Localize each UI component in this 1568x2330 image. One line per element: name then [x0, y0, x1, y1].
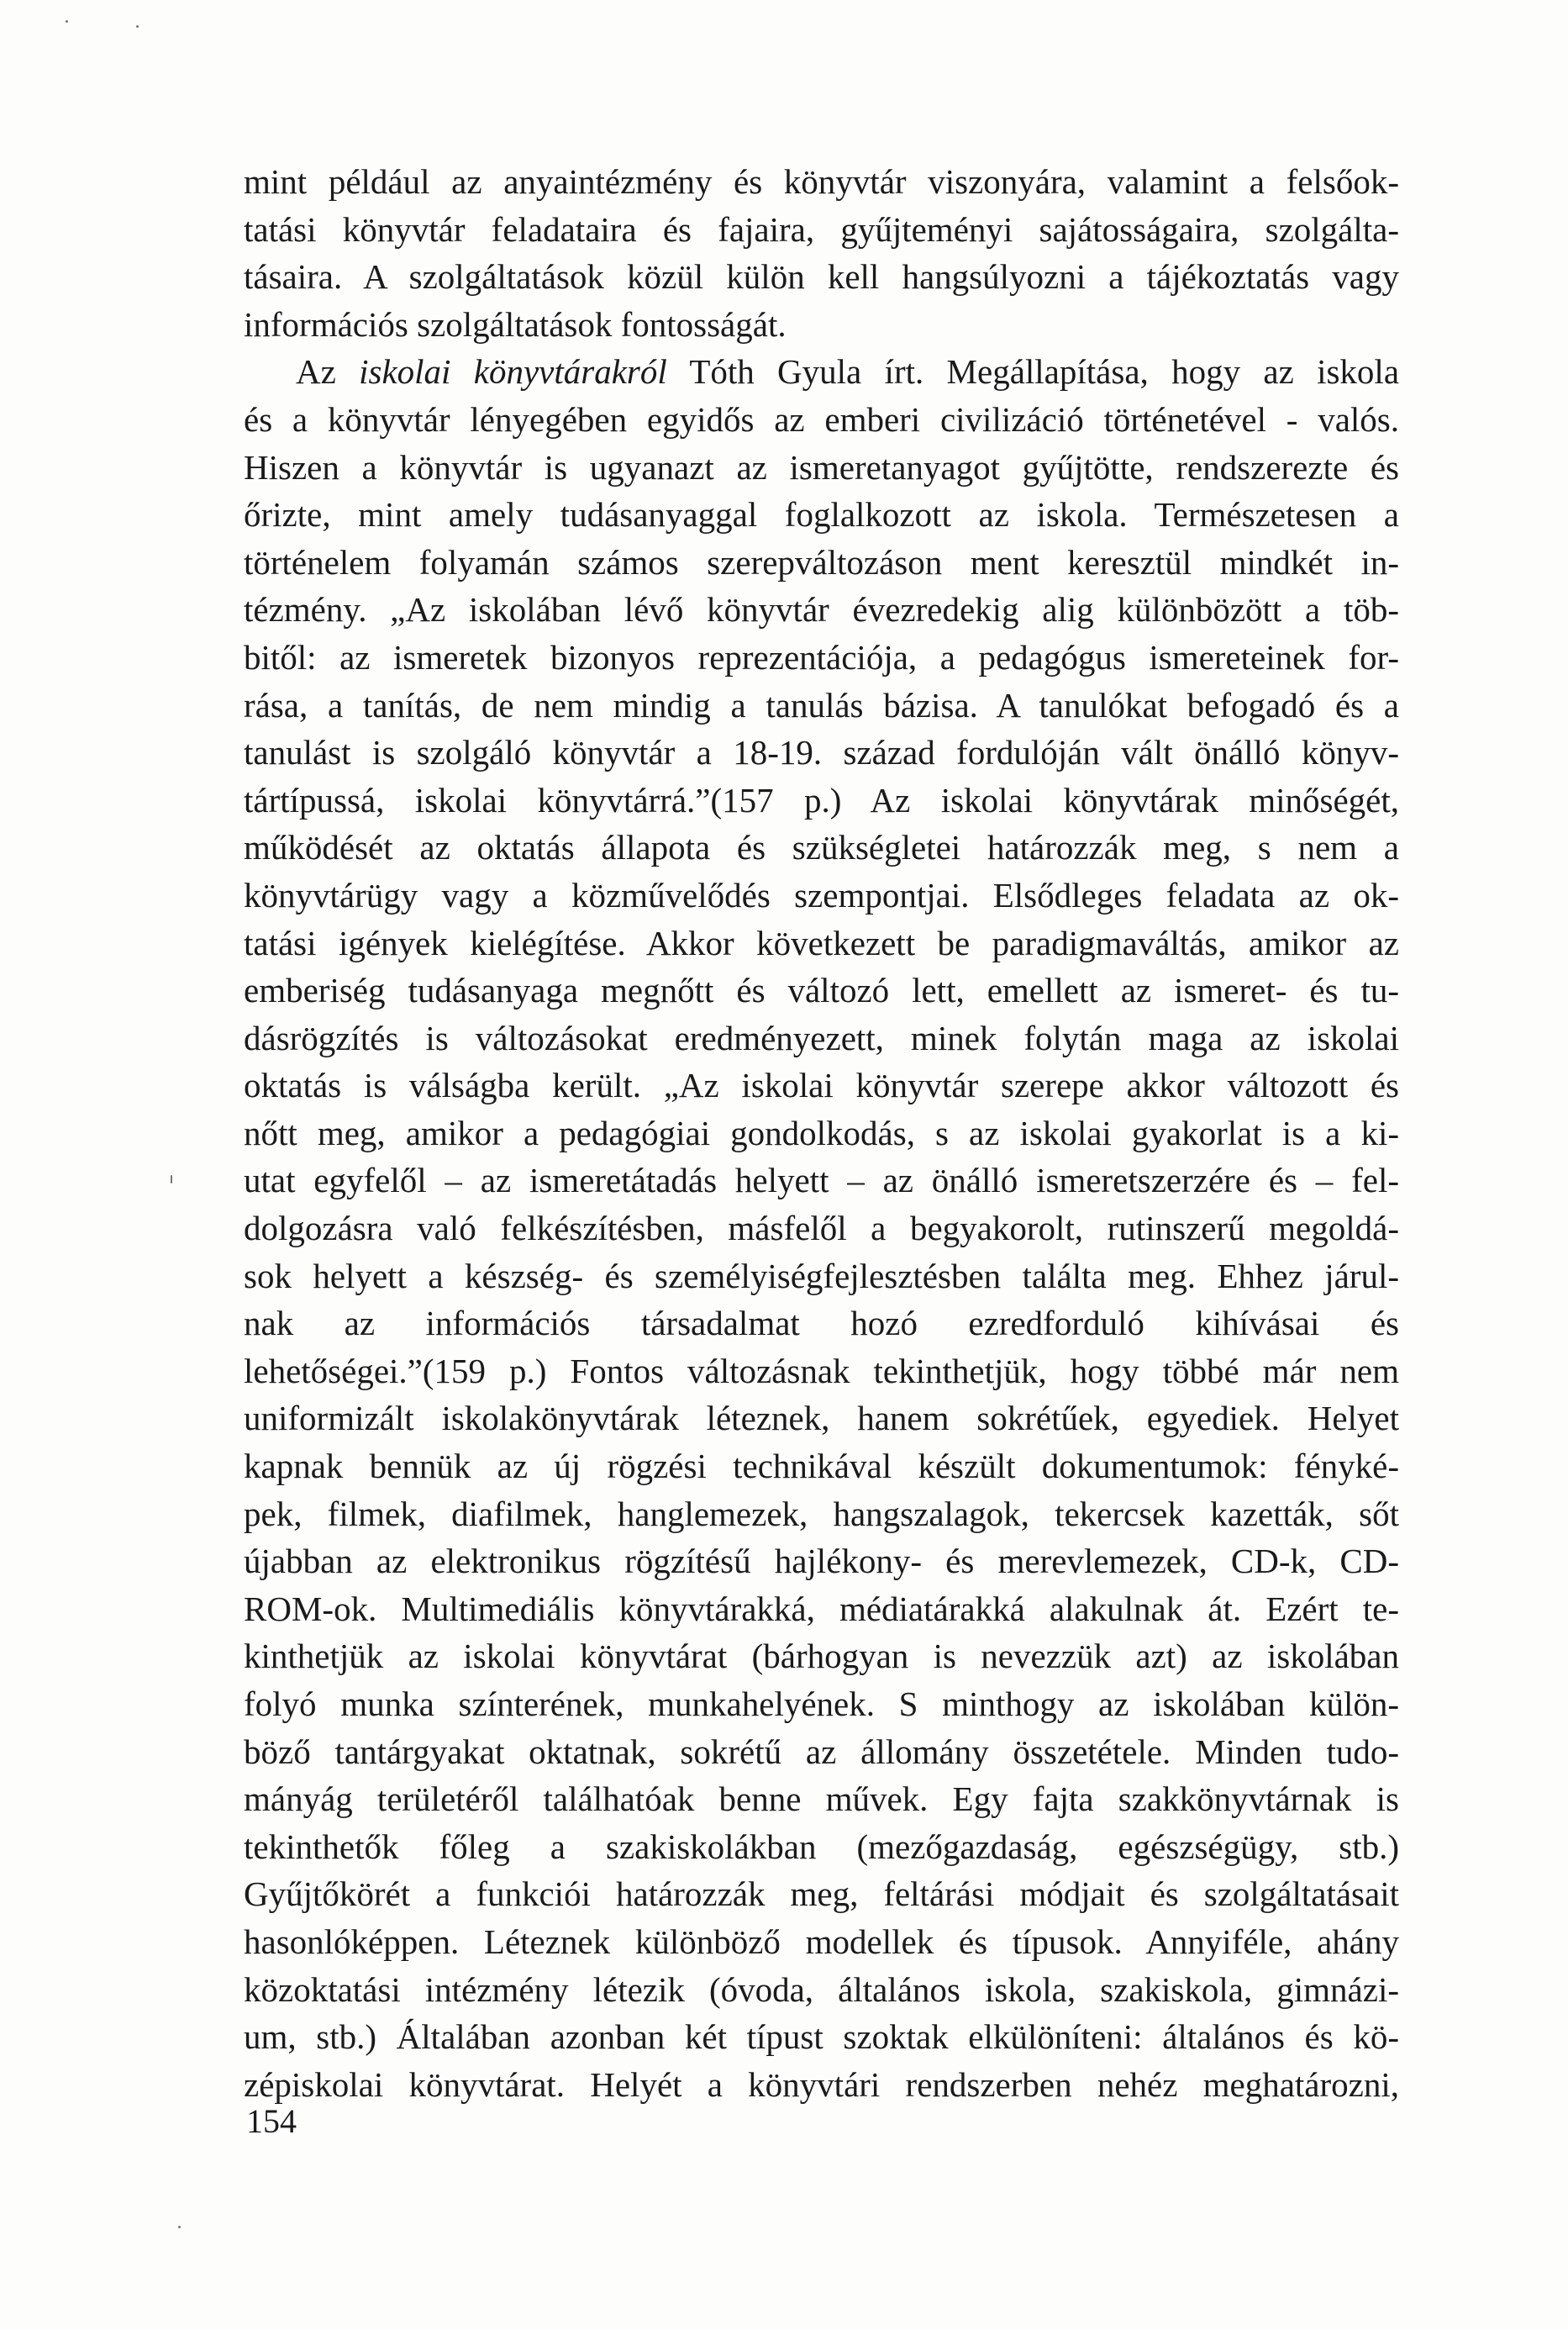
paragraph-lead: Az [296, 352, 360, 392]
text-line: kapnak bennük az új rögzési technikával készült dokumentumok: fényké- [244, 1447, 1399, 1486]
text-line: nak az információs társadalmat hozó ezredforduló kihívásai és [244, 1304, 1399, 1343]
text-line: Hiszen a könyvtár is ugyanazt az ismeretanyagot gyűjtötte, rendszerezte és [244, 447, 1399, 487]
text-line: oktatás is válságba került. „Az iskolai könyvtár szerepe akkor változott és [244, 1066, 1399, 1105]
text-line: lehetőségei.”(159 p.) Fontos változásnak tekinthetjük, hogy többé már nem [244, 1351, 1399, 1390]
text-line: mint például az anyaintézmény és könyvtár viszonyára, valamint a felsőok- [244, 162, 1399, 201]
text-line: működését az oktatás állapota és szükségletei határozzák meg, s nem a [244, 828, 1399, 867]
text-line: tatási igények kielégítése. Akkor következett be paradigmaváltás, amikor az [244, 923, 1399, 962]
paragraph-start-line [244, 348, 1399, 396]
text-line: uniformizált iskolakönyvtárak léteznek, hanem sokrétűek, egyediek. Helyet [244, 1399, 1399, 1438]
text-line: böző tantárgyakat oktatnak, sokrétű az állomány összetétele. Minden tudo- [244, 1732, 1399, 1771]
text-line: tekinthetők főleg a szakiskolákban (mezőgazdaság, egészségügy, stb.) [244, 1827, 1399, 1866]
text-line: tásaira. A szolgáltatások közül külön kell hangsúlyozni a tájékoztatás vagy [244, 257, 1399, 297]
text-line: tártípussá, iskolai könyvtárrá.”(157 p.) Az iskolai könyvtárak minőségét, [244, 780, 1399, 820]
text-line: információs szolgáltatások fontosságát. [244, 304, 787, 344]
scan-speck [136, 25, 139, 28]
text-line: hasonlóképpen. Léteznek különböző modellek és típusok. Annyiféle, ahány [244, 1921, 1399, 1961]
text-line: dásrögzítés is változásokat eredményezett, minek folytán maga az iskolai [244, 1018, 1399, 1057]
text-line: sok helyett a készség- és személyiségfejlesztésben találta meg. Ehhez járul- [244, 1256, 1399, 1295]
paragraph-rest: Tóth Gyula írt. Megállapítása, hogy az iskola [666, 352, 1399, 392]
text-line: újabban az elektronikus rögzítésű hajlékony- és merevlemezek, CD-k, CD- [244, 1542, 1399, 1581]
text-line: tanulást is szolgáló könyvtár a 18-19. század fordulóján vált önálló könyv- [244, 733, 1399, 772]
text-line: folyó munka színterének, munkahelyének. S minthogy az iskolában külön- [244, 1684, 1399, 1723]
text-line: dolgozásra való felkészítésben, másfelől a begyakorolt, rutinszerű megoldá- [244, 1209, 1399, 1248]
text-line: nőtt meg, amikor a pedagógiai gondolkodás, s az iskolai gyakorlat is a ki- [244, 1113, 1399, 1152]
text-line: um, stb.) Általában azonban két típust szoktak elkülöníteni: általános és kö- [244, 2017, 1399, 2057]
text-line: kinthetjük az iskolai könyvtárat (bárhogyan is nevezzük azt) az iskolában [244, 1637, 1399, 1676]
page-number: 154 [246, 2102, 297, 2140]
text-line: utat egyfelől – az ismeretátadás helyett – az önálló ismeretszerzére és – fel- [244, 1161, 1399, 1200]
body-text [244, 158, 1399, 2108]
scan-speck [171, 1175, 172, 1183]
text-line: bitől: az ismeretek bizonyos reprezentációja, a pedagógus ismereteinek for- [244, 637, 1399, 677]
scan-speck [66, 20, 68, 23]
text-line: könyvtárügy vagy a közművelődés szempontjai. Elsődleges feladata az ok- [244, 875, 1399, 915]
text-line: őrizte, mint amely tudásanyaggal foglalkozott az iskola. Természetesen a [244, 495, 1399, 535]
text-line: pek, filmek, diafilmek, hanglemezek, hangszalagok, tekercsek kazetták, sőt [244, 1494, 1399, 1533]
text-line: mányág területéről találhatóak benne művek. Egy fajta szakkönyvtárnak is [244, 1779, 1399, 1819]
scan-speck [178, 2226, 181, 2228]
text-line: közoktatási intézmény létezik (óvoda, általános iskola, szakiskola, gimnázi- [244, 1969, 1399, 2009]
text-line: tézmény. „Az iskolában lévő könyvtár évezredekig alig különbözött a töb- [244, 590, 1399, 630]
text-line: Gyűjtőkörét a funkciói határozzák meg, feltárási módjait és szolgáltatásait [244, 1874, 1399, 1914]
text-line: rása, a tanítás, de nem mindig a tanulás bázisa. A tanulókat befogadó és a [244, 685, 1399, 725]
text-line: zépiskolai könyvtárat. Helyét a könyvtári rendszerben nehéz meghatározni, [244, 2064, 1399, 2104]
text-line: emberiség tudásanyaga megnőtt és változó lett, emellett az ismeret- és tu- [244, 971, 1399, 1010]
text-line: ROM-ok. Multimediális könyvtárakká, médiatárakká alakulnak át. Ezért te- [244, 1589, 1399, 1628]
text-line: és a könyvtár lényegében egyidős az emberi civilizáció történetével - valós. [244, 399, 1399, 439]
text-line: történelem folyamán számos szerepváltozáson ment keresztül mindkét in- [244, 542, 1399, 582]
italic-title: iskolai könyvtárakról [359, 352, 667, 392]
text-line: tatási könyvtár feladataira és fajaira, gyűjteményi sajátosságaira, szolgálta- [244, 209, 1399, 249]
